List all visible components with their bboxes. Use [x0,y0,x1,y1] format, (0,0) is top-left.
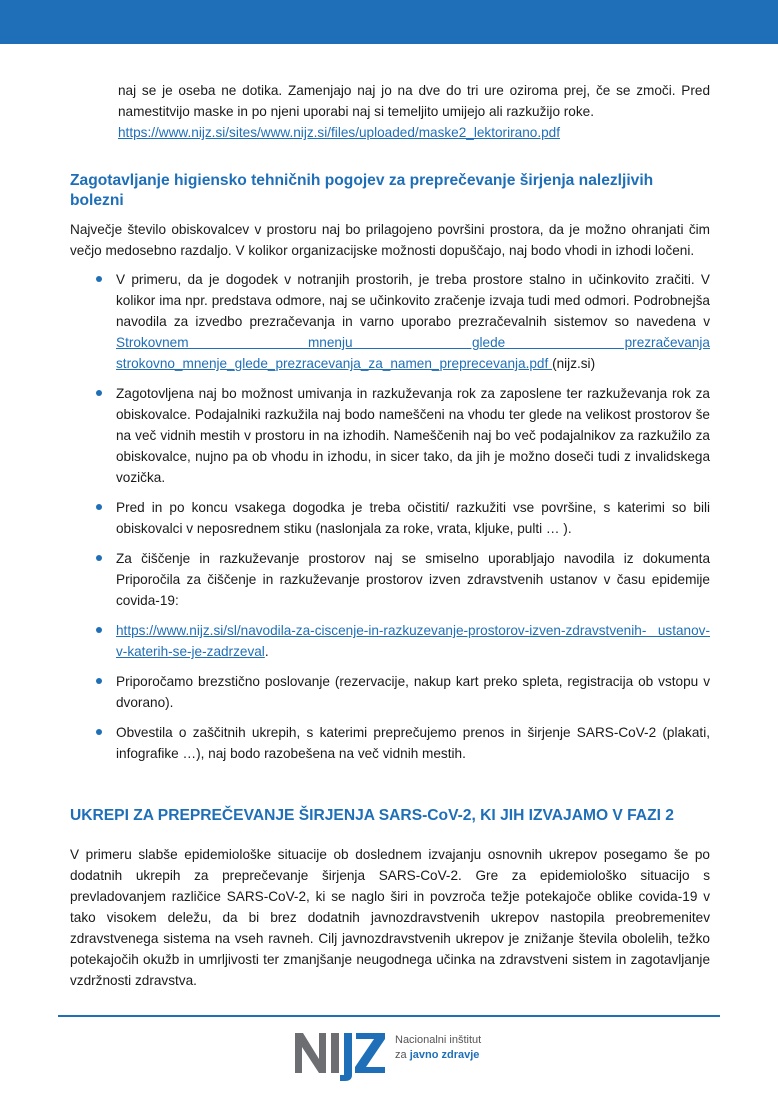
guidelines-link-suffix: . [264,644,269,659]
section-paragraph-phase2: V primeru slabše epidemiološke situacije ob doslednem izvajanju osnovnih ukrepov posegamo še po dodatnih ukrepih za preprečevanje širjenja SARS-CoV-2. Gre za epidemiološko situacijo s prevladovanjem različice SARS-CoV-2, ki se naglo širi in povzroča težje potekajoče oblike covida-19 v tako visokem deležu, da bi brez dodatnih javnozdravstvenih ukrepov nastopila preobremenitev zdravstvenega sistema na vseh ravneh. Cilj javnozdravstvenih ukrepov je znižanje števila obolelih, težko potekajočih okužb in umrljivosti ter zmanjšanje neugodnega učinka na zdravstveni sistem in zagotavljanje vzdržnosti zdravstva. [70,847,710,988]
hygiene-bullet-list [70,269,710,764]
ventilation-opinion-link[interactable]: Strokovnem mnenju glede prezračevanja strokovno_mnenje_glede_prezracevanja_za_namen_preprecevanja.pdf [116,335,710,371]
nijz-logo-mark [295,1033,385,1081]
list-item [70,671,710,713]
masks-pdf-link[interactable]: https://www.nijz.si/sites/www.nijz.si/files/uploaded/maske2_lektorirano.pdf [118,125,560,140]
intro-continuation [118,80,710,143]
bullet-disinfection-text: Zagotovljena naj bo možnost umivanja in razkuževanja rok za zaposlene ter razkuževanja rok za obiskovalce. Podajalniki razkužila naj bodo nameščeni na vhodu ter glede na velikost prostorov še na več vidnih mestih v prostoru in na izhodih. Nameščenih naj bo več podajalnikov za razkužilo za obiskovalce, nujno pa ob vhodu in izhodu, in sicer tako, da jih je možno doseči tudi z invalidskega vozička. [116,386,710,485]
footer-divider [58,1015,720,1017]
header-bar [0,0,778,44]
org-name-line2 [395,1048,481,1063]
org-name-prefix: za [395,1049,410,1061]
nijz-org-name [395,1033,481,1063]
ventilation-link-suffix: (nijz.si) [552,356,596,371]
document-body [70,80,710,991]
list-item [70,548,710,611]
list-item [70,497,710,539]
cleaning-guidelines-link[interactable]: https://www.nijz.si/sl/navodila-za-ciscenje-in-razkuzevanje-prostorov-izven-zdravstvenih- ustanov-v-katerih-se-je-zadrzeval [116,623,710,659]
bullet-notices-text: Obvestila o zaščitnih ukrepih, s katerimi preprečujemo prenos in širjenje SARS-CoV-2 (plakati, infografike …), naj bodo razobešena na več vidnih mestih. [116,725,710,761]
bullet-contactless-text: Priporočamo brezstično poslovanje (rezervacije, nakup kart preko spleta, registracija ob vstopu v dvorano). [116,674,710,710]
bullet-guidelines-text: Za čiščenje in razkuževanje prostorov naj se smiselno uporabljajo navodila iz dokumenta Priporočila za čiščenje in razkuževanje prostorov izven zdravstvenih ustanov v času epidemije covida-19: [116,551,710,608]
section-heading-hygiene: Zagotavljanje higiensko tehničnih pogojev za preprečevanje širjenja nalezljivih bolezni [70,172,654,209]
org-name-line1: Nacionalni inštitut [395,1034,482,1046]
intro-text: naj se je oseba ne dotika. Zamenjajo naj jo na dve do tri ure oziroma prej, če se zmoči. Pred namestitvijo maske in po njeni uporabi naj si temeljito umijejo ali razkužijo roke. [118,83,710,119]
list-item [70,620,710,662]
list-item [70,383,710,488]
list-item [70,269,710,374]
bullet-ventilation-text: V primeru, da je dogodek v notranjih prostorih, je treba prostore stalno in učinkovito zračiti. V kolikor ima npr. predstava odmore, naj se učinkovito zračenje izvaja tudi med odmori. Podrobnejša navodila za izvedbo prezračevanja in varno uporabo prezračevalnih sistemov so navedena v [116,272,710,329]
bullet-cleaning-text: Pred in po koncu vsakega dogodka je treba očistiti/ razkužiti vse površine, s katerimi so bili obiskovalci v neposrednem stiku (naslonjala za roke, vrata, kljuke, pulti … ). [116,500,710,536]
org-name-bold: javno zdravje [409,1049,480,1061]
list-item [70,722,710,764]
section-paragraph-capacity: Največje število obiskovalcev v prostoru naj bo prilagojeno površini prostora, da je možno ohranjati čim večjo medosebno razdaljo. V kolikor organizacijske možnosti dopuščajo, naj bodo vhodi in izhodi ločeni. [70,222,710,258]
section-heading-phase2: UKREPI ZA PREPREČEVANJE ŠIRJENJA SARS-CoV-2, KI JIH IZVAJAMO V FAZI 2 [70,807,674,824]
